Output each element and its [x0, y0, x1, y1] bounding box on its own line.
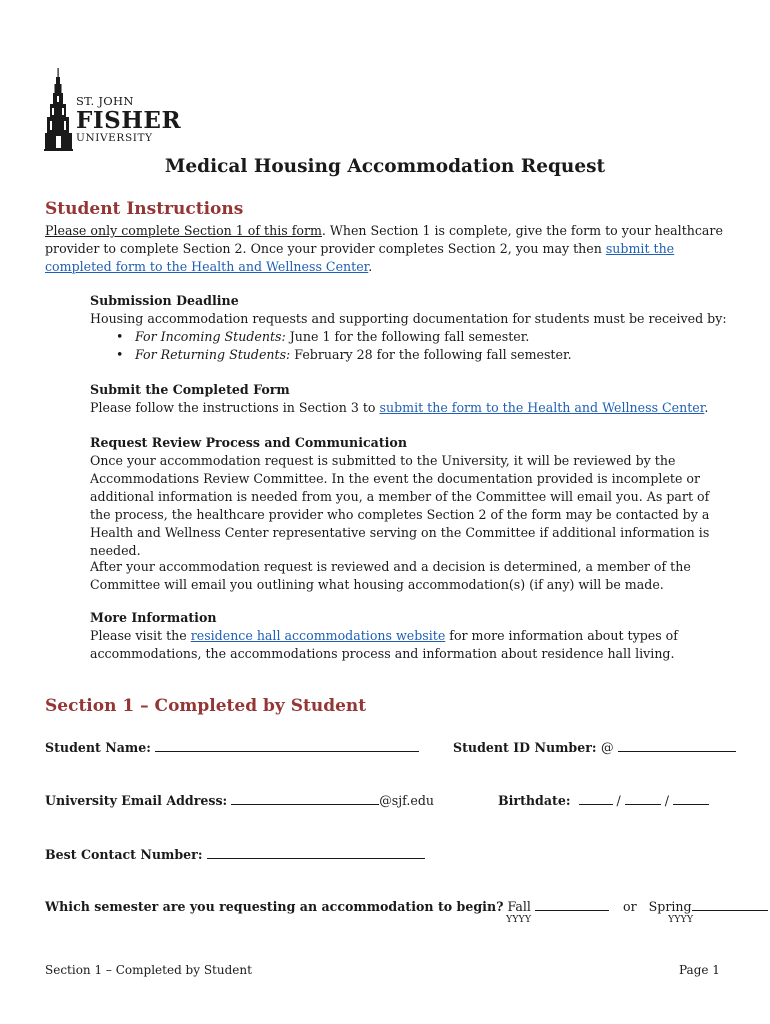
deadline-item-label: For Incoming Students: — [135, 329, 286, 344]
semester-question: Which semester are you requesting an accommodation to begin? — [45, 899, 504, 914]
email-input[interactable] — [231, 790, 379, 805]
deadline-item-text: June 1 for the following fall semester. — [285, 329, 530, 344]
logo-line-1: ST. JOHN — [76, 94, 134, 108]
contact-label: Best Contact Number: — [45, 847, 203, 862]
deadline-item-returning — [90, 346, 730, 364]
student-id-row — [453, 737, 736, 757]
logo-line-2: FISHER — [76, 106, 182, 134]
student-id-input[interactable] — [618, 737, 736, 752]
birthdate-slash: / — [616, 793, 621, 808]
student-name-input[interactable] — [155, 737, 419, 752]
instructions-end: . — [368, 259, 373, 274]
contact-input[interactable] — [207, 844, 425, 859]
review-paragraph-2: After your accommodation request is reviewed and a decision is determined, a member of the Committee will email you outlining what housing accommodation(s) (if any) will be made. — [90, 559, 691, 592]
spring-year-input[interactable] — [692, 896, 768, 911]
semester-row — [45, 896, 768, 916]
birthdate-label: Birthdate: — [498, 793, 571, 808]
spring-label: Spring — [648, 899, 692, 914]
fall-label: Fall — [507, 899, 531, 914]
instructions-text: . When Section 1 is complete, give the form to your healthcare provider to complete Section 2. Once your provider completes Section 2, you may then — [45, 223, 723, 256]
footer-section-label: Section 1 – Completed by Student — [45, 963, 252, 977]
submit-paragraph — [90, 399, 730, 417]
section-1-heading: Section 1 – Completed by Student — [45, 696, 367, 716]
student-id-label: Student ID Number: — [453, 740, 597, 755]
student-instructions-heading: Student Instructions — [45, 199, 244, 219]
birth-day-input[interactable] — [625, 790, 661, 805]
or-label: or — [623, 899, 637, 914]
more-info-heading: More Information — [90, 610, 217, 625]
review-heading: Request Review Process and Communication — [90, 435, 407, 450]
more-info-end: for more information about types of accommodations, the accommodations process and information about residence hall living. — [90, 628, 678, 661]
submit-form-link[interactable]: submit the completed form to the Health and Wellness Center — [45, 241, 675, 274]
instructions-paragraph — [45, 222, 735, 276]
student-name-label: Student Name: — [45, 740, 151, 755]
student-name-row — [45, 737, 419, 757]
spring-yyyy-hint: YYYY — [668, 914, 694, 925]
more-info-text: Please visit the — [90, 628, 191, 643]
email-row — [45, 790, 434, 810]
deadline-item-text: February 28 for the following fall semester. — [290, 347, 572, 362]
fall-yyyy-hint: YYYY — [506, 914, 532, 925]
deadline-list — [90, 328, 730, 364]
deadline-text: Housing accommodation requests and supporting documentation for students must be received by: — [90, 311, 727, 326]
fall-year-input[interactable] — [535, 896, 609, 911]
logo-line-3: UNIVERSITY — [76, 131, 153, 144]
more-info-paragraph — [90, 627, 730, 663]
student-id-at: @ — [600, 740, 614, 755]
email-label: University Email Address: — [45, 793, 228, 808]
deadline-item-incoming — [90, 328, 730, 346]
footer-page-number: Page 1 — [679, 963, 720, 977]
document-title: Medical Housing Accommodation Request — [164, 156, 606, 177]
residence-hall-website-link[interactable]: residence hall accommodations website — [190, 628, 446, 643]
instructions-underlined: Please only complete Section 1 of this form — [45, 223, 322, 238]
submit-end: . — [704, 400, 709, 415]
birth-year-input[interactable] — [673, 790, 709, 805]
submit-heading: Submit the Completed Form — [90, 382, 290, 397]
birthdate-row — [498, 790, 709, 810]
submit-form-link-2[interactable]: submit the form to the Health and Wellness Center — [379, 400, 705, 415]
deadline-item-label: For Returning Students: — [135, 347, 291, 362]
review-paragraph-1: Once your accommodation request is submitted to the University, it will be reviewed by the Accommodations Review Committee. In the event the documentation provided is incomplete or additional information is needed from you, a member of the Committee will email you. As part of the process, the healthcare provider who completes Section 2 of the form may be contacted by a Health and Wellness Center representative serving on the Committee if additional information is needed. — [90, 453, 710, 558]
university-logo-wordmark — [76, 96, 181, 143]
contact-row — [45, 844, 425, 864]
email-suffix: @sjf.edu — [379, 793, 435, 808]
submit-text: Please follow the instructions in Section 3 to — [90, 400, 380, 415]
deadline-heading: Submission Deadline — [90, 293, 239, 308]
birthdate-slash: / — [664, 793, 670, 808]
birth-month-input[interactable] — [579, 790, 613, 805]
